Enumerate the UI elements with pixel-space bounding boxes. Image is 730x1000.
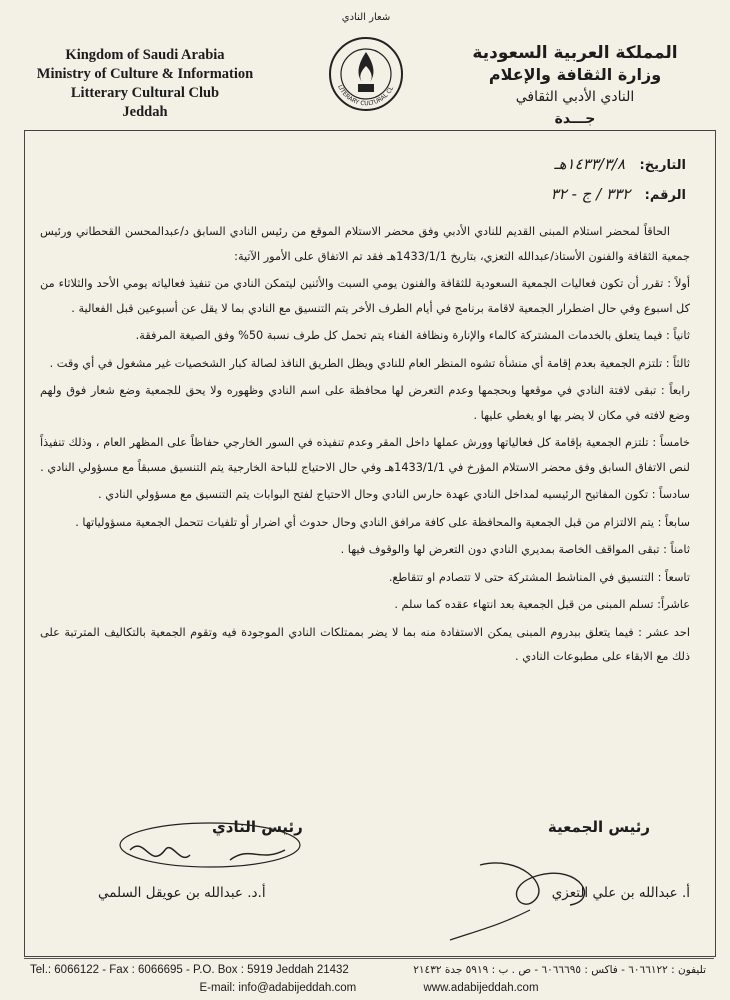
society-signature-title: رئيس الجمعية	[547, 818, 650, 836]
ministry-line-ar: وزارة الثقافة والإعلام	[488, 65, 662, 84]
footer-email[interactable]: E-mail: info@adabijeddah.com	[199, 982, 357, 994]
clause-8: ثامناً : تبقى المواقف الخاصة بمديري النادي دون التعرض لها والوقوف فيها .	[340, 543, 690, 556]
logo-tagline: شعار النادي	[341, 12, 391, 23]
footer-contact-en: Tel.: 6066122 - Fax : 6066695 - P.O. Box : 5919 Jeddah 21432	[30, 964, 349, 976]
clause-7: سابعاً : يتم الالتزام من قبل الجمعية والمحافظة على كافة مرافق النادي وحال حدوث أي اضرار أو تلفيات تتحمل الجمعية مسؤولياتها .	[75, 515, 690, 529]
ref-value: ٣٣٢ / ج - ٣٢	[550, 185, 631, 203]
kingdom-line-ar: المملكة العربية السعودية	[472, 43, 678, 63]
club-signatory-name: أ.د. عبدالله بن عويقل السلمي	[98, 885, 266, 901]
society-signatory-name: أ. عبدالله بن علي التعزي	[551, 885, 690, 901]
club-logo	[315, 12, 414, 122]
clause-9: تاسعاً : التنسيق في المناشط المشتركة حتى لا تتصادم او تتقاطع.	[388, 570, 690, 584]
club-emblem-icon	[315, 21, 414, 126]
club-signature-scribble-icon	[110, 815, 310, 885]
clause-3: ثالثاً : تلتزم الجمعية بعدم إقامة أي منشأة تشوه المنظر العام للنادي ويظل الطريق النافذ لصالة كبار الشخصيات غير مشغول في أي وقت .	[49, 356, 690, 370]
clause-11: احد عشر : فيما يتعلق ببدروم المبنى يمكن الاستفادة منه بما لا يضر بممتلكات النادي الموجودة فيه وتقوم الجمعية بالتكاليف المترتبة على ذلك مع الابقاء على مطبوعات النادي .	[40, 625, 690, 663]
ministry-line: Ministry of Culture & Information	[36, 66, 254, 82]
clause-2: ثانياً : فيما يتعلق بالخدمات المشتركة كالماء والإنارة ونظافة الفناء يتم تحمل كل طرف نسبة 50% وفق الصيغة المرفقة.	[135, 329, 690, 342]
footer-divider	[24, 958, 714, 959]
city-line-ar: جـــدة	[554, 111, 596, 127]
date-row	[551, 150, 686, 180]
kingdom-line: Kingdom of Saudi Arabia	[65, 47, 225, 63]
svg-text:LITERARY CULTURAL CLUB JEDDAH	[316, 21, 396, 107]
clause-6: سادساً : تكون المفاتيح الرئيسيه لمداخل النادي عهدة حارس النادي وحال الاحتياج لفتح البوابات يتم التنسيق مع مسؤولي النادي .	[98, 488, 690, 501]
clause-10: عاشراً: تسلم المبنى من قبل الجمعية بعد انتهاء عقده كما سلم .	[394, 598, 690, 611]
club-line-ar: النادي الأدبي الثقافي	[515, 89, 635, 105]
city-line: Jeddah	[122, 104, 168, 120]
ref-label: الرقم:	[644, 188, 686, 203]
footer-website[interactable]: www.adabijeddah.com	[423, 982, 539, 994]
letterhead-arabic	[440, 42, 710, 130]
club-signature-title: رئيس النادي	[212, 818, 303, 836]
footer-contact-ar: تليفون : ٦٠٦٦١٢٢ - فاكس : ٦٠٦٦٦٩٥ - ص . ب : ٥٩١٩ جدة ٢١٤٣٢	[413, 964, 706, 976]
intro-paragraph: الحاقاً لمحضر استلام المبنى القديم للنادي الأدبي وفق محضر الاستلام الموقع من رئيس النادي السابق د/عبدالمحسن القحطاني ورئيس جمعية الثقافة والفنون الأستاذ/عبدالله التعزي، بتاريخ 1433/1/1هـ فقد تم الاتفاق على الأمور الآتية:	[40, 225, 690, 263]
ref-row	[551, 180, 686, 210]
date-label: التاريخ:	[639, 158, 686, 173]
club-line: Litterary Cultural Club	[70, 85, 220, 101]
emblem-ring-text: LITERARY CULTURAL CLUB JEDDAH	[315, 21, 395, 108]
letter-body	[40, 220, 690, 673]
clause-4: رابعاً : تبقى لافتة النادي في موقعها وبحجمها وعدم التعرض لها محافظة على اسم النادي وظهوره ولا يحق للجمعية وضع شعار فوق ولهم وضع لافته في مكان لا يضر بها او يغطي عليها .	[40, 384, 690, 422]
date-reference-block	[551, 150, 686, 210]
clause-1: أولاً : تقرر أن تكون فعاليات الجمعية السعودية للثقافة والفنون يومي السبت والأثنين ليتمكن النادي من تنفيذ فعالياته يومي الأحد والثلاثاء من كل اسبوع وفي حال اضطرار الجمعية لاقامة برنامج في أيام الطرف الأخر يتم التنسيق مع النادي بما لا يقل عن أسبوعين قبل الفعالية .	[40, 277, 690, 315]
clause-5: خامساً : تلتزم الجمعية بإقامة كل فعالياتها وورش عملها داخل المقر وعدم تنفيذه في السور الخارجي حفاظاً على المظهر العام ، وذلك تنفيذاً لنص الاتفاق السابق وفق محضر الاستلام المؤرخ في 1433/1/1هـ وفي حال الاحتياج للباحة الخارجية يتم التنسيق مسبقاً مع مسؤولي النادي .	[40, 436, 690, 474]
letterhead-english	[0, 46, 290, 122]
footer-links	[24, 982, 714, 994]
date-value: ١٤٣٣/٣/٨هـ	[554, 155, 625, 173]
